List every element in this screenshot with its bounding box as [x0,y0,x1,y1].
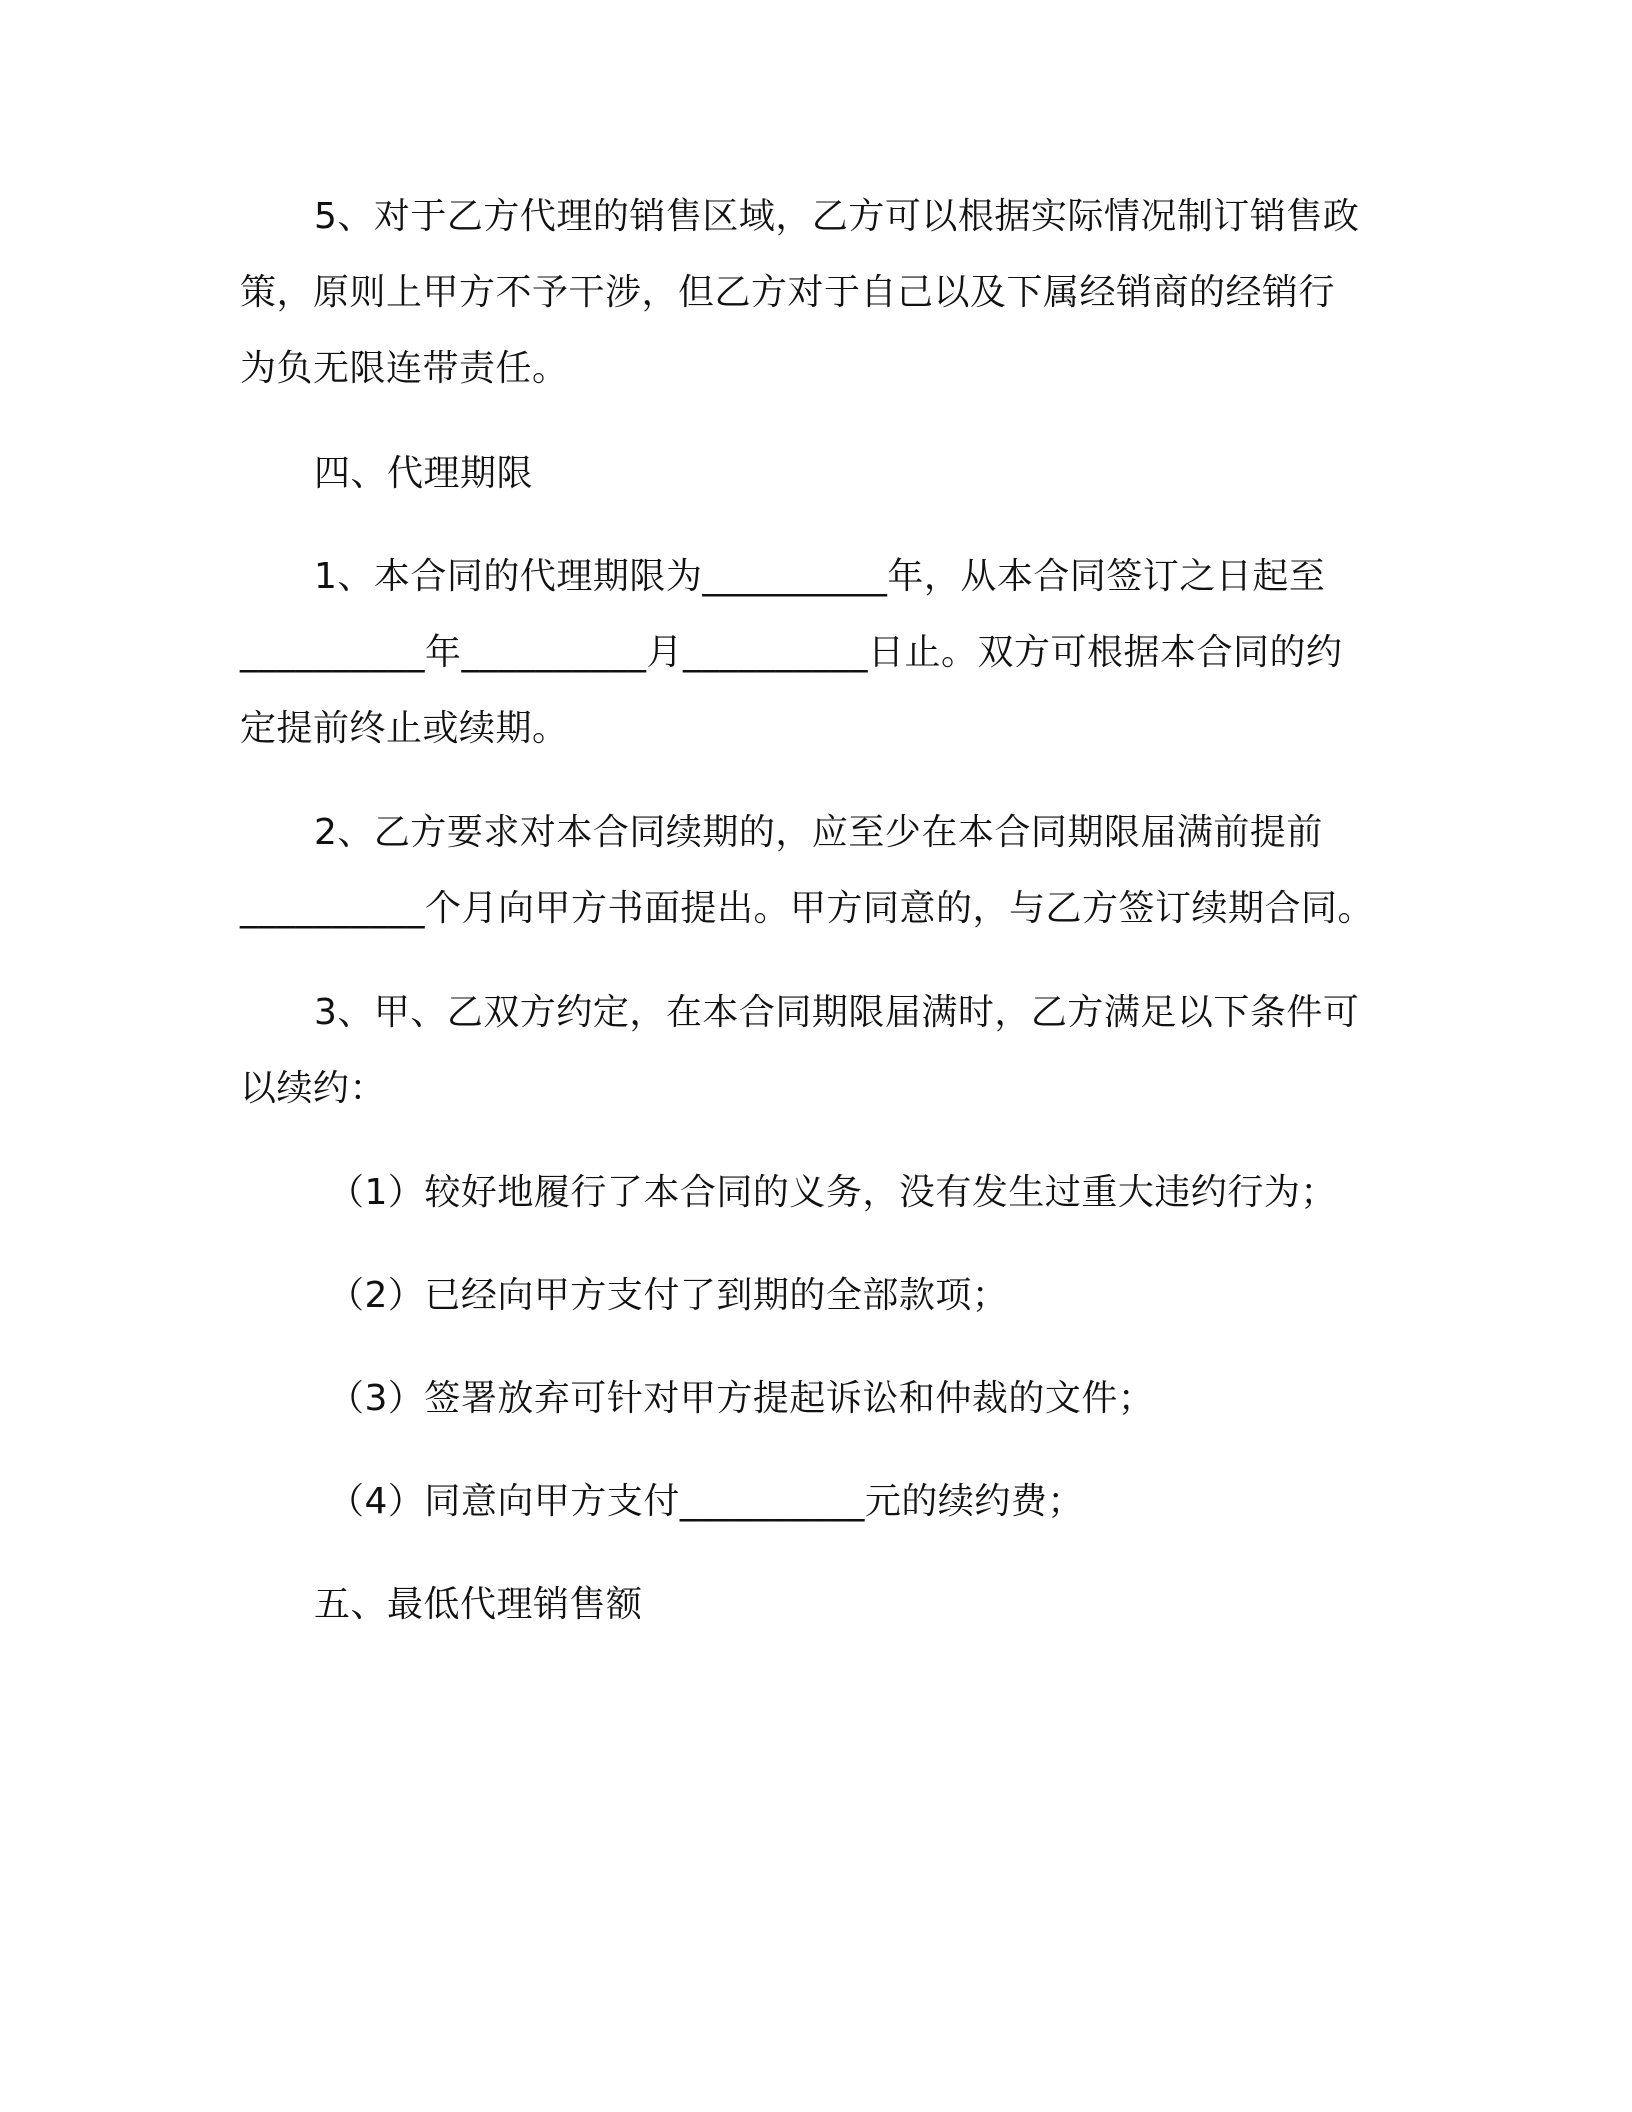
condition-item-3: （3）签署放弃可针对甲方提起诉讼和仲裁的文件； [328,1378,1155,1419]
condition-item-4: （4）同意向甲方支付__________元的续约费； [328,1481,1084,1522]
clause-2-line-2: __________个月向甲方书面提出。甲方同意的，与乙方签订续期合同。 [240,888,1375,929]
clause-5-line-1: 5、对于乙方代理的销售区域，乙方可以根据实际情况制订销售政 [314,196,1360,237]
condition-item-2: （2）已经向甲方支付了到期的全部款项； [328,1275,1009,1316]
clause-3-line-1: 3、甲、乙双方约定，在本合同期限届满时，乙方满足以下条件可 [314,992,1360,1033]
section-heading-4: 四、代理期限 [314,453,534,494]
clause-3-line-2: 以续约： [240,1068,387,1109]
clause-2-line-1: 2、乙方要求对本合同续期的，应至少在本合同期限届满前提前 [314,812,1323,853]
condition-item-1: （1）较好地履行了本合同的义务，没有发生过重大违约行为； [328,1172,1337,1213]
section-heading-5: 五、最低代理销售额 [314,1584,643,1625]
clause-1-line-1: 1、本合同的代理期限为__________年，从本合同签订之日起至 [314,556,1326,597]
clause-1-line-2: __________年__________月__________日止。双方可根据本合同的约 [240,632,1343,673]
clause-1-line-3: 定提前终止或续期。 [240,708,569,749]
clause-5-line-3: 为负无限连带责任。 [240,348,569,389]
clause-5-line-2: 策，原则上甲方不予干涉，但乙方对于自己以及下属经销商的经销行 [240,272,1336,313]
